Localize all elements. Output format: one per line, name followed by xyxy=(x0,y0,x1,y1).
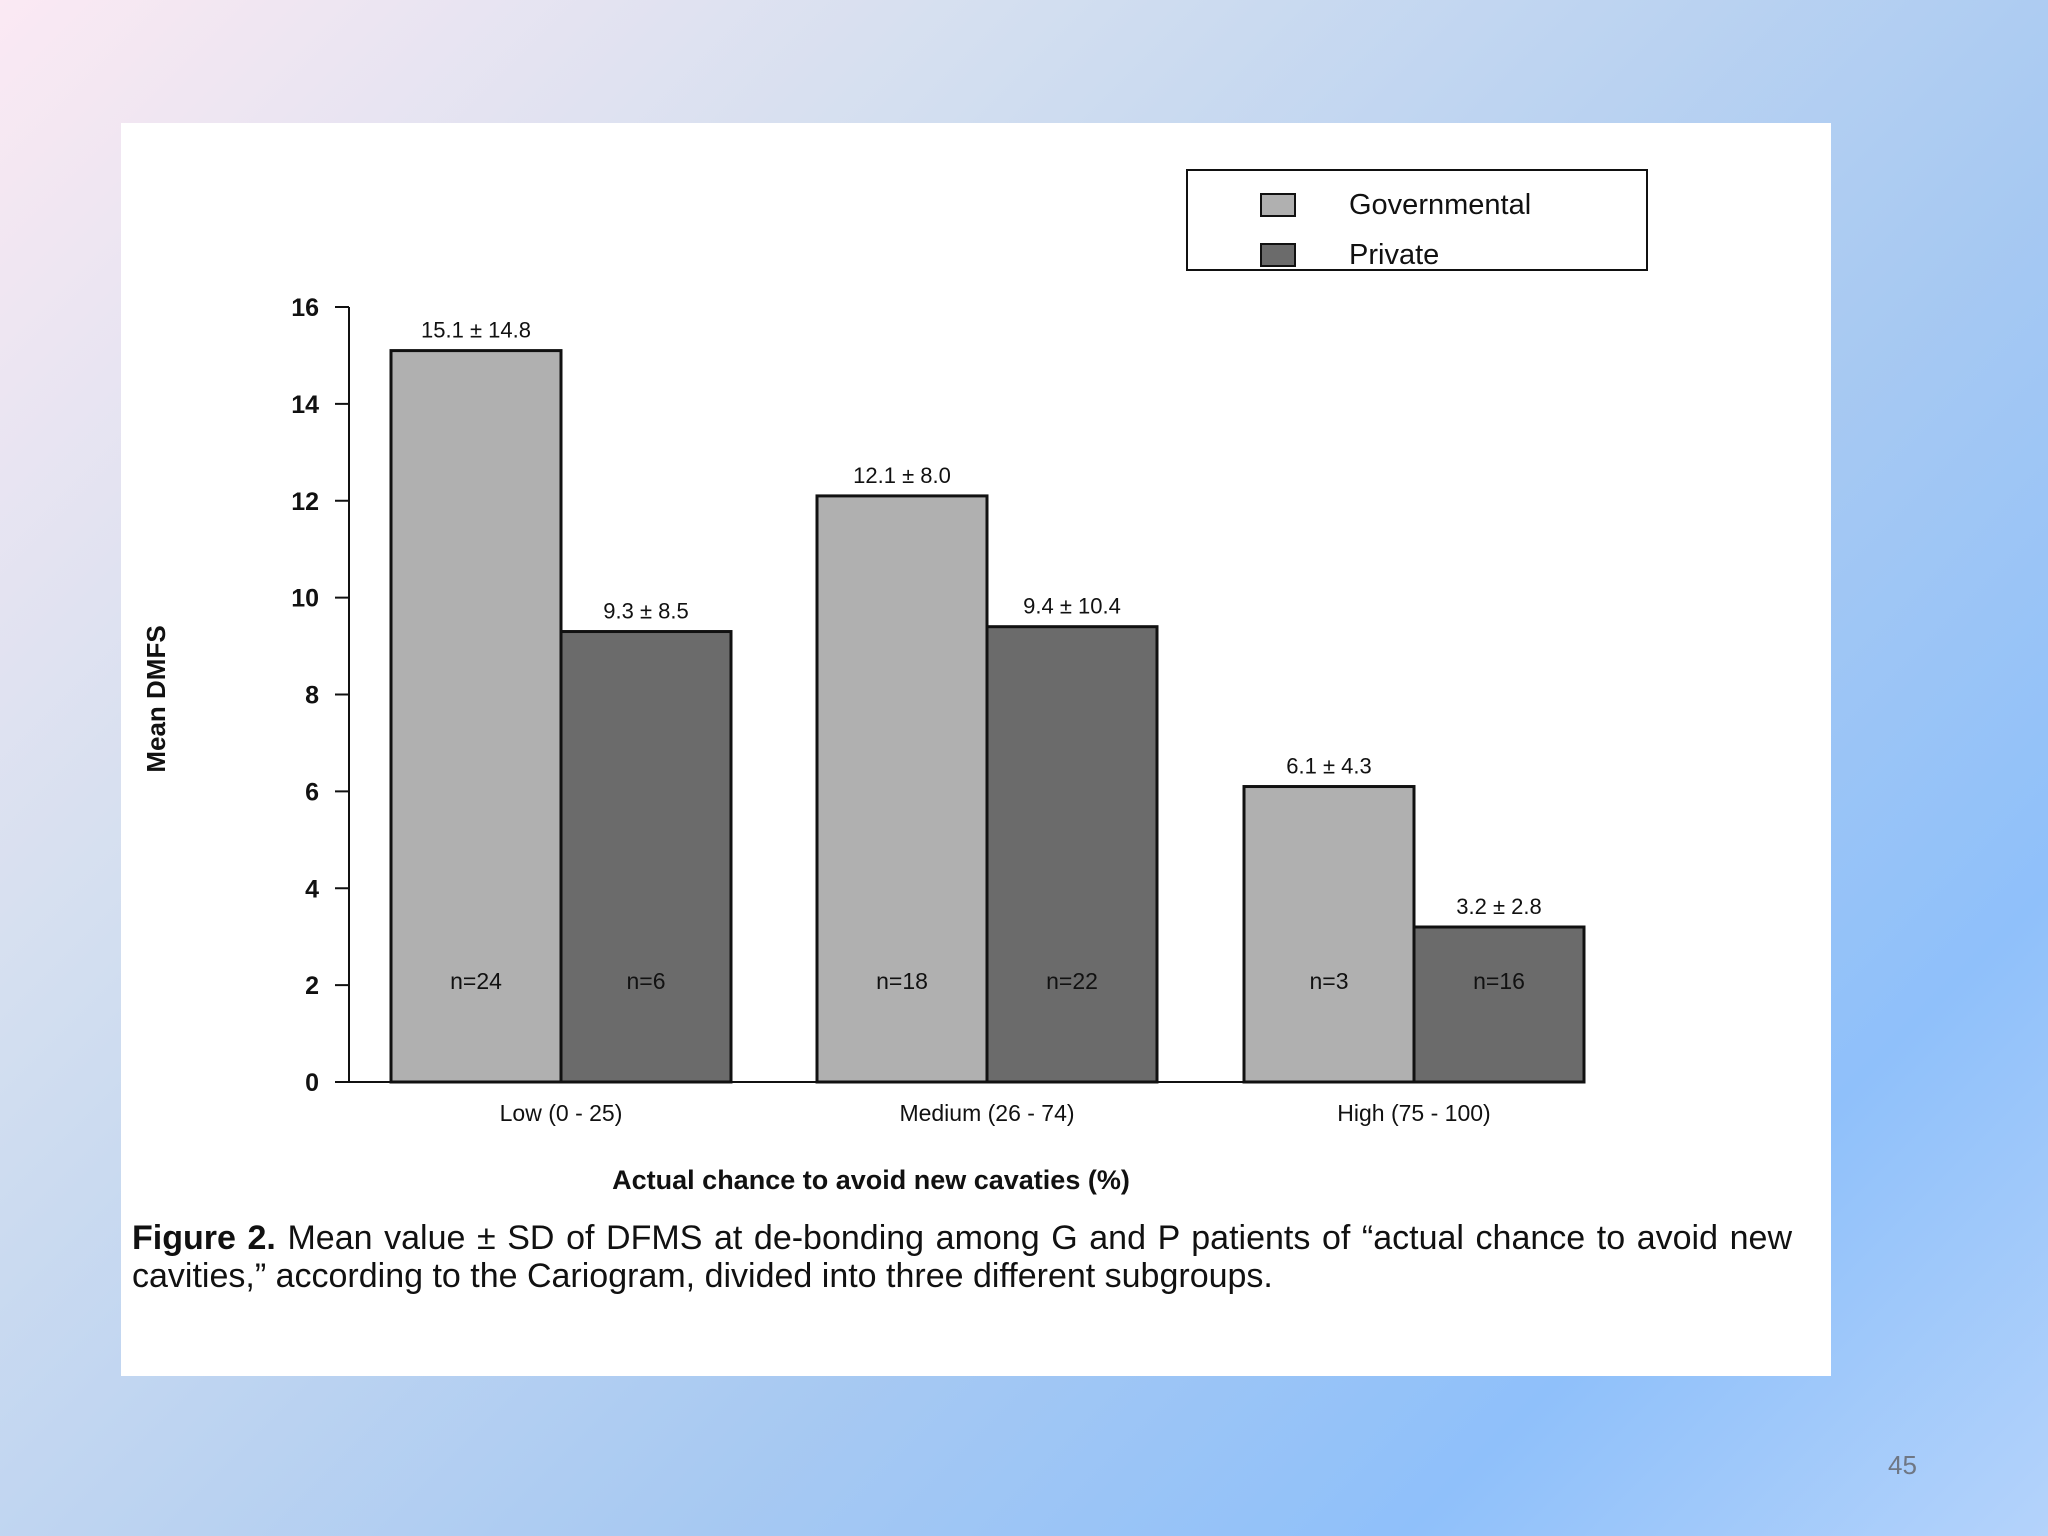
bar-private xyxy=(1414,927,1584,1082)
figure-panel xyxy=(121,123,1831,1376)
bar-n-label: n=6 xyxy=(626,968,666,994)
bar-value-label: 9.3 ± 8.5 xyxy=(603,598,689,624)
bar-private xyxy=(561,632,731,1082)
bar-n-label: n=24 xyxy=(450,968,502,994)
bar-n-label: n=16 xyxy=(1473,968,1525,994)
y-tick-label: 4 xyxy=(305,875,319,904)
bar-n-label: n=22 xyxy=(1046,968,1098,994)
x-category-label: Medium (26 - 74) xyxy=(899,1100,1075,1126)
y-tick-label: 2 xyxy=(305,972,319,1001)
bar-governmental xyxy=(1244,787,1414,1082)
bar-governmental xyxy=(817,496,987,1082)
bar-value-label: 6.1 ± 4.3 xyxy=(1286,753,1372,779)
y-tick-label: 14 xyxy=(291,390,319,419)
bar-value-label: 9.4 ± 10.4 xyxy=(1023,593,1121,619)
x-axis-title: Actual chance to avoid new cavaties (%) xyxy=(612,1165,1130,1195)
x-category-label: High (75 - 100) xyxy=(1337,1100,1491,1126)
legend-swatch-private xyxy=(1261,244,1295,266)
bar-private xyxy=(987,627,1157,1082)
figure-caption xyxy=(132,1219,1792,1295)
bar-value-label: 15.1 ± 14.8 xyxy=(421,317,531,343)
page-number: 45 xyxy=(1888,1450,1917,1480)
y-tick-label: 10 xyxy=(291,584,319,613)
legend-swatch-governmental xyxy=(1261,194,1295,216)
caption-label: Figure 2. xyxy=(132,1219,276,1257)
caption-text: Mean value ± SD of DFMS at de-bonding among G and P patients of “actual chance to avoid new cavities,” according to the Cariogram, divided into three different subgroups. xyxy=(132,1219,1792,1295)
bar-n-label: n=18 xyxy=(876,968,928,994)
legend-label-private: Private xyxy=(1349,239,1440,271)
y-tick-label: 12 xyxy=(291,487,319,516)
y-axis-title: Mean DMFS xyxy=(141,625,171,773)
x-category-label: Low (0 - 25) xyxy=(499,1100,623,1126)
y-tick-label: 8 xyxy=(305,681,319,710)
bar-value-label: 12.1 ± 8.0 xyxy=(853,462,951,488)
bar-value-label: 3.2 ± 2.8 xyxy=(1456,894,1542,919)
bar-chart xyxy=(121,123,1831,1213)
bar-n-label: n=3 xyxy=(1309,968,1349,994)
y-tick-label: 6 xyxy=(305,778,319,807)
y-tick-label: 16 xyxy=(291,294,319,322)
y-tick-label: 0 xyxy=(305,1069,319,1097)
legend-label-governmental: Governmental xyxy=(1349,189,1532,221)
